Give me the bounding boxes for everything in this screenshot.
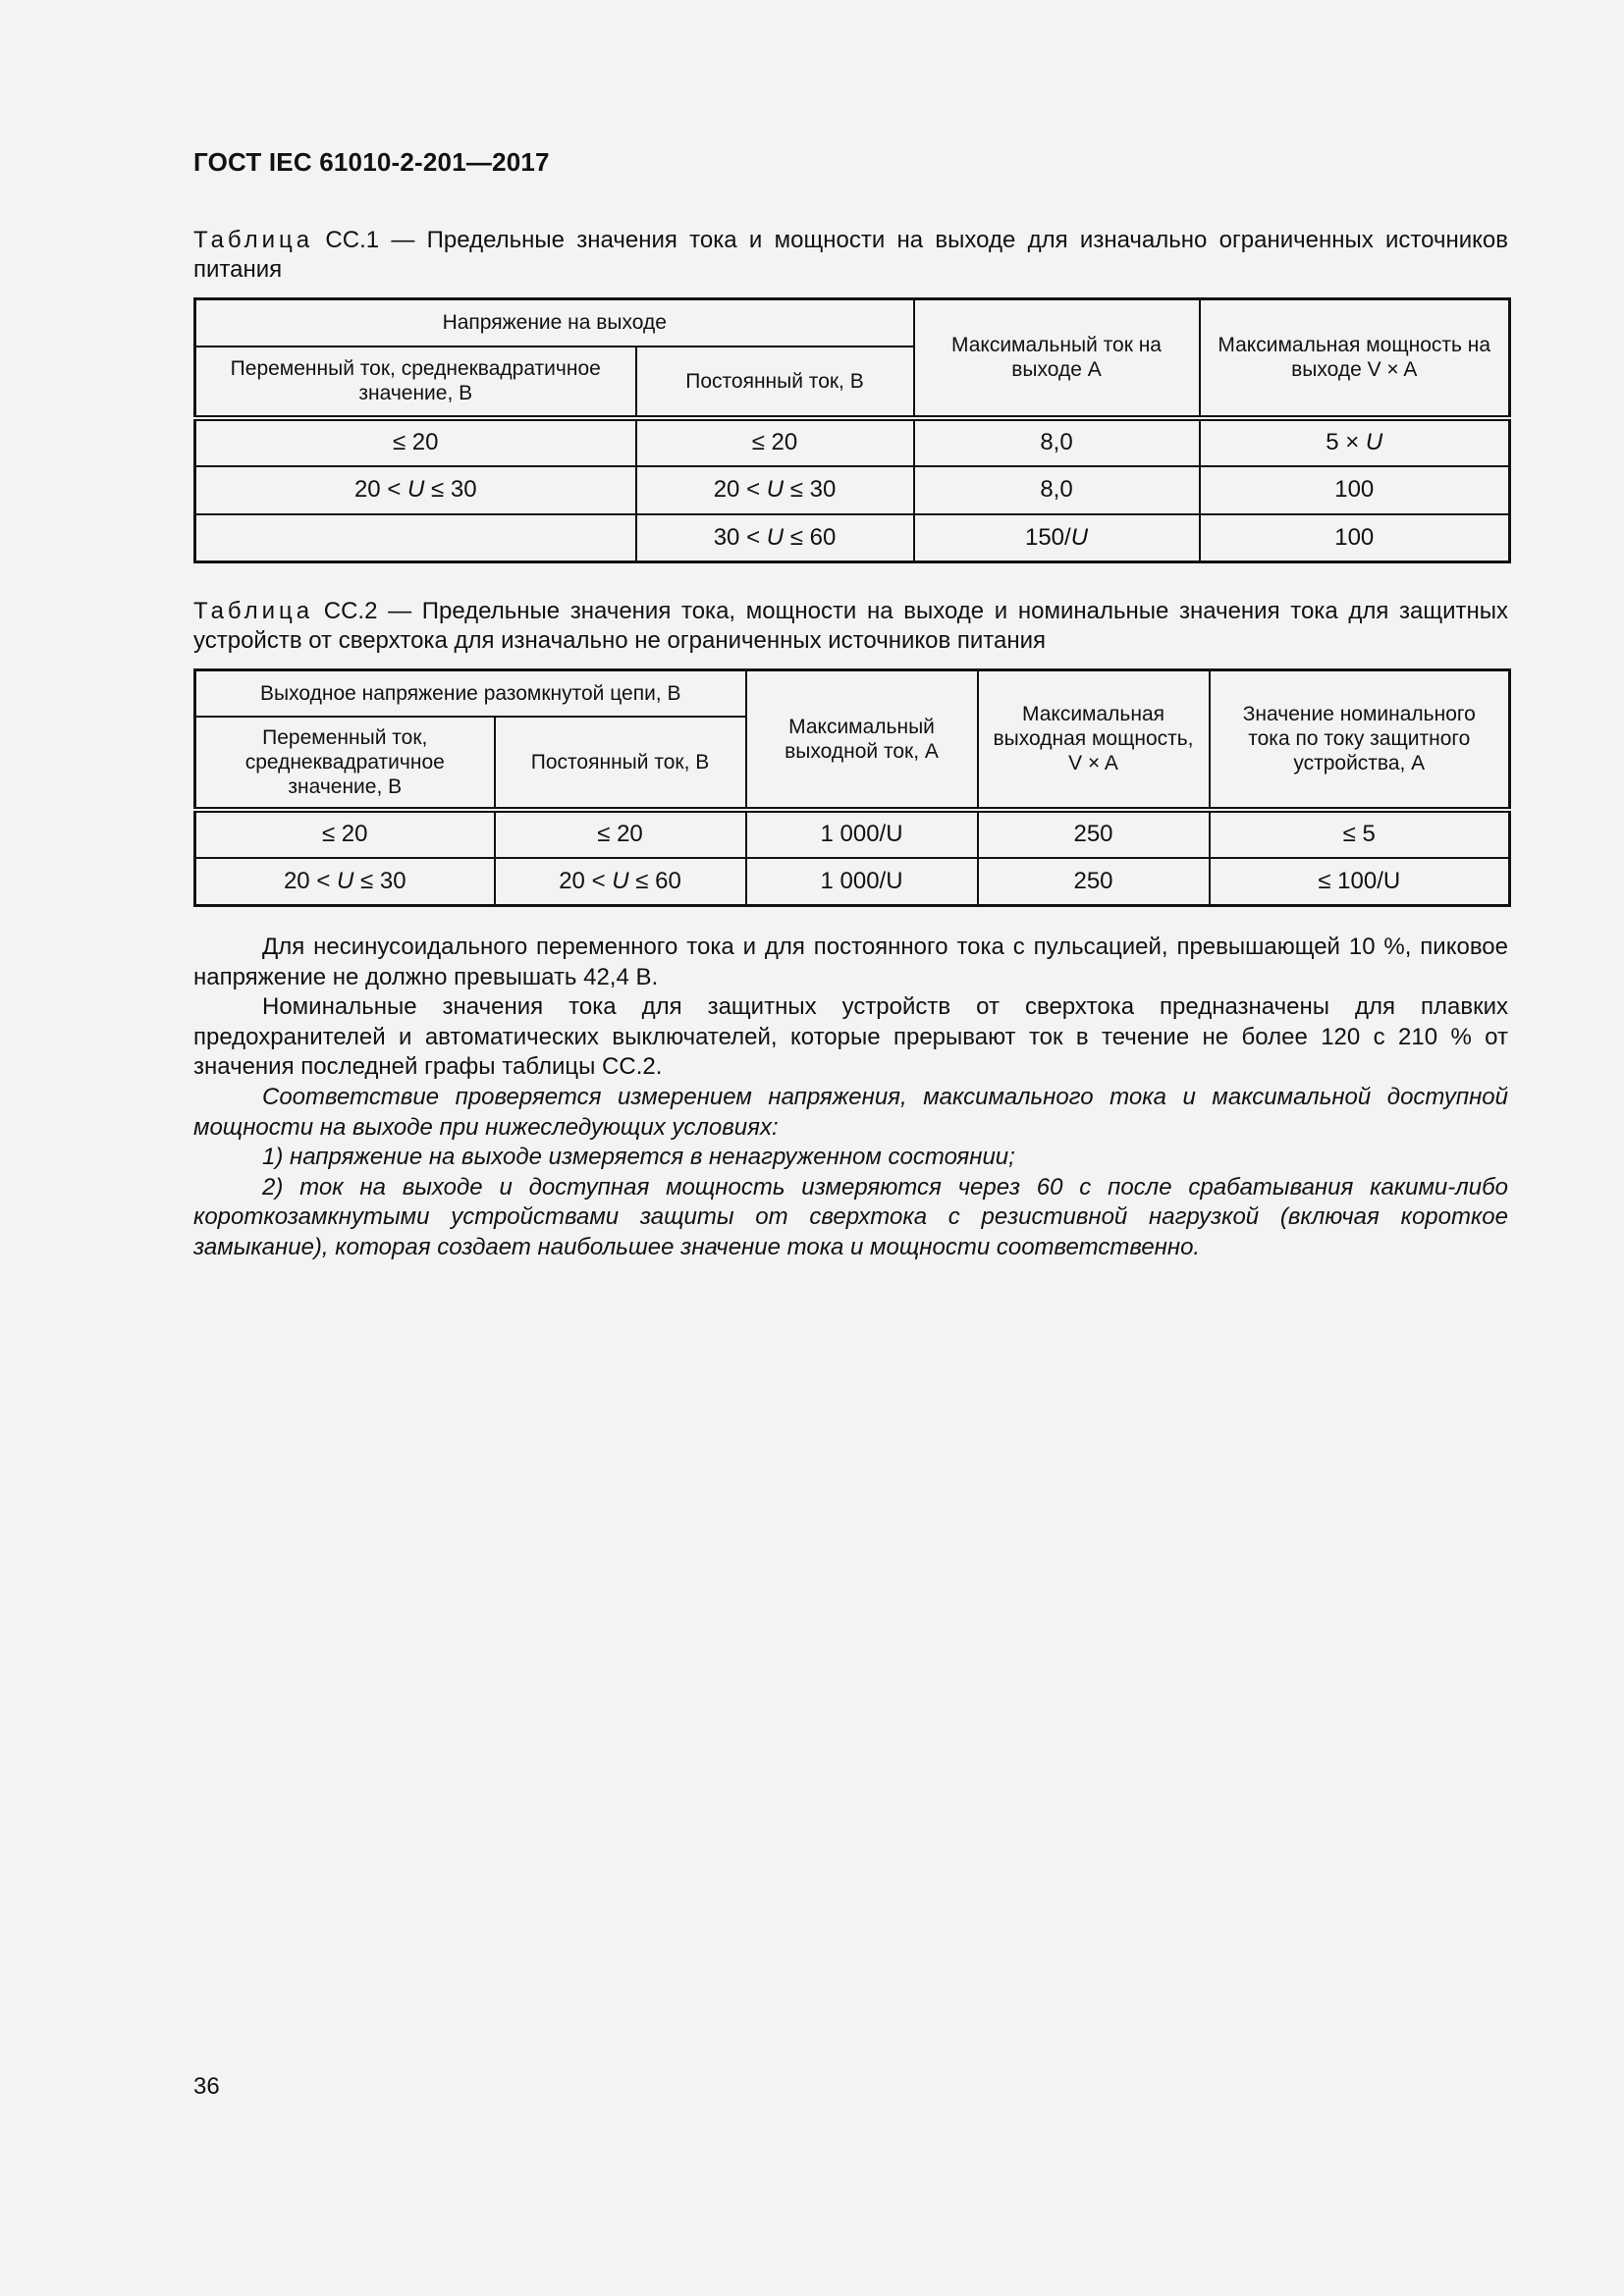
- t2-cell-dc: 20 < U ≤ 60: [495, 858, 746, 906]
- table-row: [195, 810, 1510, 858]
- paragraph-condition-1: 1) напряжение на выходе измеряется в ненагруженном состоянии;: [262, 1144, 1015, 1171]
- t1-cell-power: 5 × U: [1200, 418, 1510, 466]
- t1-header-max-power: Максимальная мощность на выходе V × A: [1200, 299, 1510, 418]
- t1-header-ac: Переменный ток, среднеквадратичное значение, В: [195, 347, 636, 418]
- t2-cell-rated: ≤ 100/U: [1210, 858, 1510, 906]
- t1-cell-ac: 20 < U ≤ 30: [195, 466, 636, 514]
- t2-cell-ac: 20 < U ≤ 30: [195, 858, 495, 906]
- t2-header-max-current: Максимальный выходной ток, А: [746, 670, 978, 810]
- t2-header-max-power: Максимальная выходная мощность, V × A: [978, 670, 1210, 810]
- table-cc2: [193, 668, 1511, 907]
- t1-cell-dc: 30 < U ≤ 60: [636, 514, 914, 562]
- table-row: [195, 514, 1510, 562]
- table-cc1: [193, 297, 1511, 563]
- t1-cell-dc: 20 < U ≤ 30: [636, 466, 914, 514]
- t1-header-voltage: Напряжение на выходе: [195, 299, 914, 347]
- t2-cell-current: 1 000/U: [746, 810, 978, 858]
- t1-header-max-current: Максимальный ток на выходе А: [914, 299, 1200, 418]
- t1-cell-dc: ≤ 20: [636, 418, 914, 466]
- t1-cell-current: 8,0: [914, 418, 1200, 466]
- table1-caption-label: Таблица: [193, 227, 314, 253]
- paragraph-ripple-note: Для несинусоидального переменного тока и для постоянного тока с пульсацией, превышающей 10 %, пиковое напряжение не должно превышать 42,4 В.: [193, 934, 1508, 990]
- t1-cell-power: 100: [1200, 466, 1510, 514]
- t1-cell-ac: ≤ 20: [195, 418, 636, 466]
- t2-header-dc: Постоянный ток, В: [495, 717, 746, 810]
- t1-cell-current: 8,0: [914, 466, 1200, 514]
- t2-cell-dc: ≤ 20: [495, 810, 746, 858]
- t1-cell-power: 100: [1200, 514, 1510, 562]
- t2-header-rated-current: Значение номинального тока по току защитного устройства, А: [1210, 670, 1510, 810]
- t1-cell-ac: [195, 514, 636, 562]
- t2-header-ac: Переменный ток, среднеквадратичное значение, В: [195, 717, 495, 810]
- paragraph-rated-current-note: Номинальные значения тока для защитных устройств от сверхтока предназначены для плавких предохранителей и автоматических выключателей, которые прерывают ток в течение не более 120 с 210 % от значения последней графы таблицы СС.2.: [193, 993, 1508, 1081]
- body-text: [193, 933, 1508, 1263]
- paragraph-compliance: Соответствие проверяется измерением напряжения, максимального тока и максимальной доступной мощности на выходе при нижеследующих условиях:: [193, 1083, 1508, 1141]
- t2-header-voltage: Выходное напряжение разомкнутой цепи, В: [195, 670, 746, 717]
- table2-caption: [193, 597, 1508, 656]
- t2-cell-current: 1 000/U: [746, 858, 978, 906]
- t2-cell-rated: ≤ 5: [1210, 810, 1510, 858]
- table1-caption-text: СС.1 — Предельные значения тока и мощности на выходе для изначально ограниченных источников питания: [193, 227, 1508, 283]
- t2-cell-power: 250: [978, 858, 1210, 906]
- document-header: ГОСТ IEC 61010-2-201—2017: [193, 147, 550, 177]
- t2-cell-power: 250: [978, 810, 1210, 858]
- table1-caption: [193, 226, 1508, 285]
- table-row: [195, 858, 1510, 906]
- t2-cell-ac: ≤ 20: [195, 810, 495, 858]
- table2-caption-label: Таблица: [193, 598, 314, 624]
- table-row: [195, 466, 1510, 514]
- paragraph-condition-2: 2) ток на выходе и доступная мощность измеряются через 60 с после срабатывания какими-либо короткозамкнутыми устройствами защиты от сверхтока с резистивной нагрузкой (включая короткое замыкание), которая создает наибольшее значение тока и мощности соответственно.: [193, 1173, 1508, 1260]
- page-number: 36: [193, 2073, 220, 2100]
- table2-caption-text: СС.2 — Предельные значения тока, мощности на выходе и номинальные значения тока для защитных устройств от сверхтока для изначально не ограниченных источников питания: [193, 598, 1508, 654]
- table-row: [195, 418, 1510, 466]
- t1-header-dc: Постоянный ток, В: [636, 347, 914, 418]
- t1-cell-current: 150/U: [914, 514, 1200, 562]
